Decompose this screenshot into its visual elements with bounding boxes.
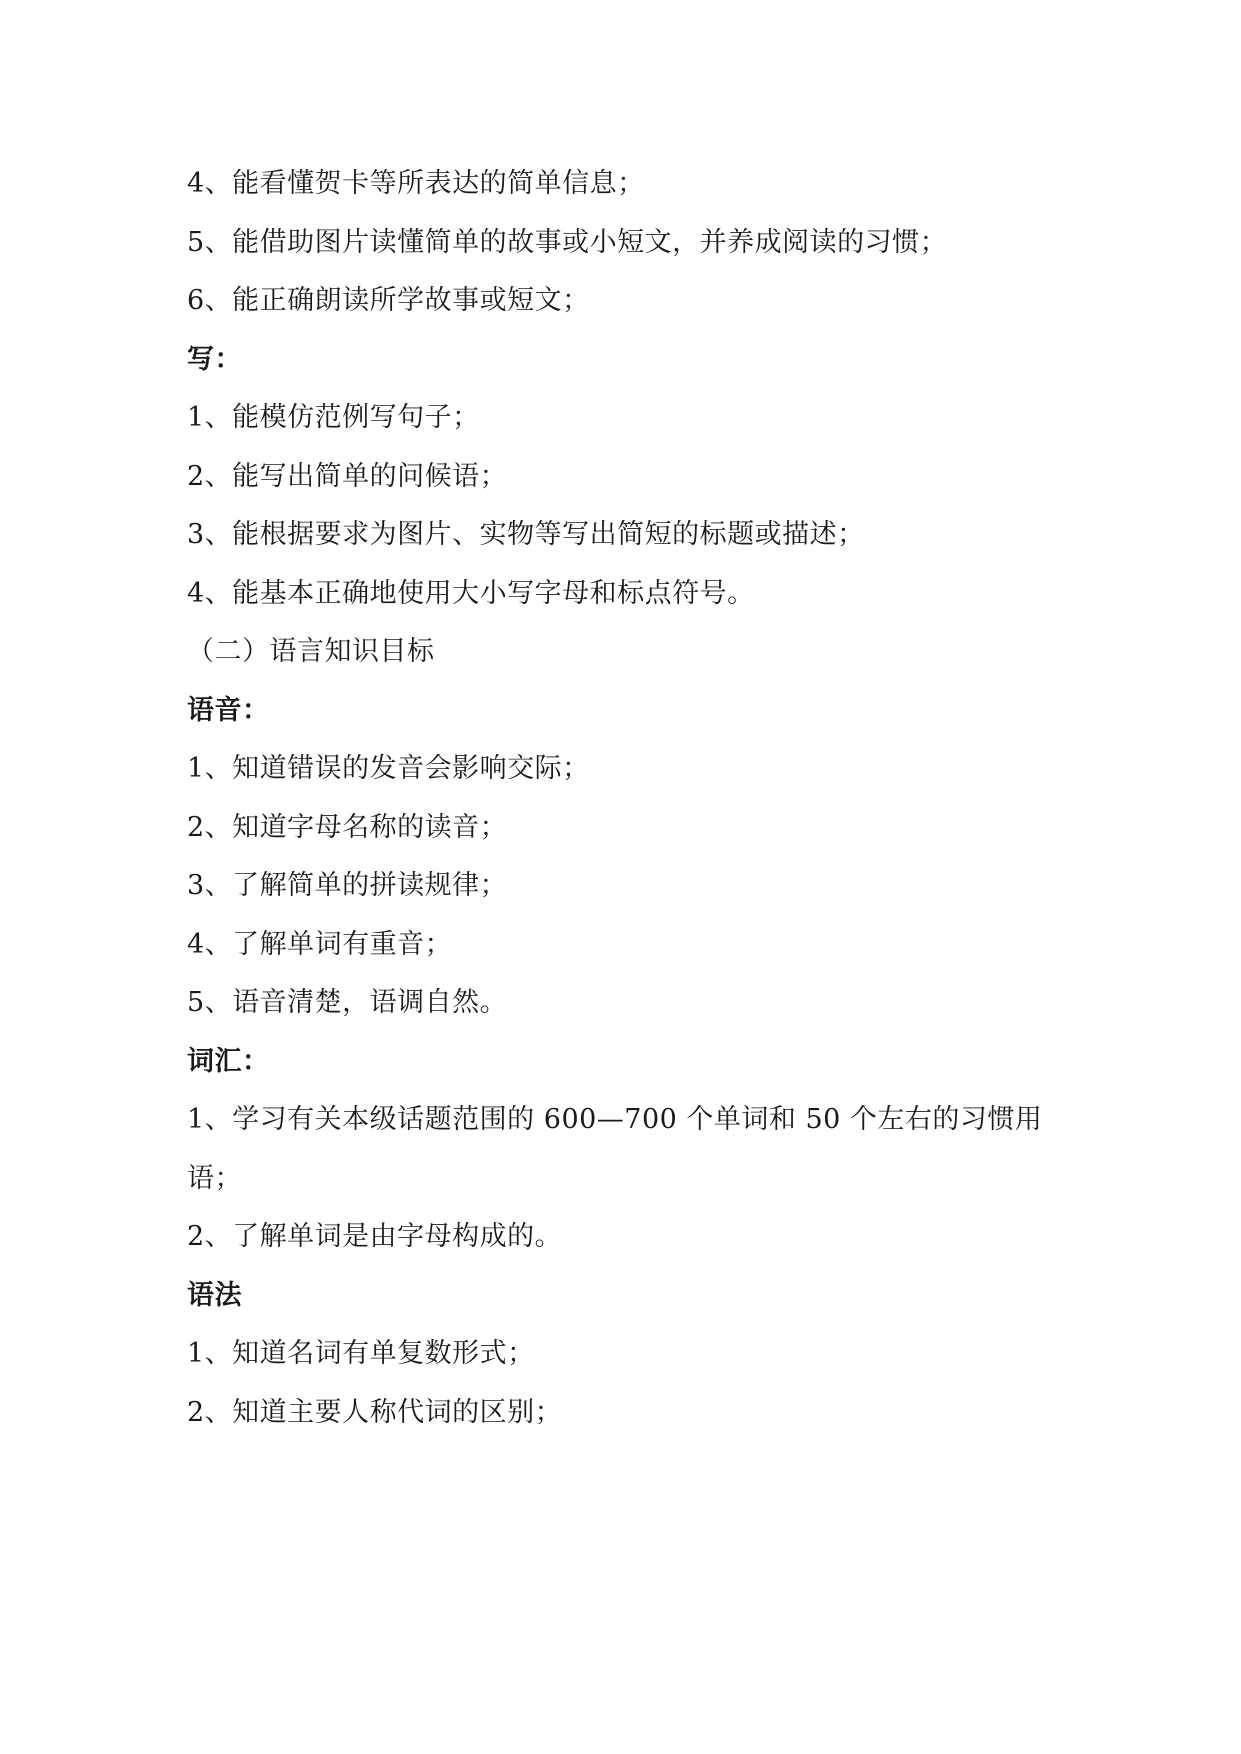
phonetics-item-2: 2、知道字母名称的读音； bbox=[187, 812, 508, 843]
grammar-item-1: 1、知道名词有单复数形式； bbox=[187, 1338, 535, 1369]
writing-item-2: 2、能写出简单的问候语； bbox=[187, 461, 508, 492]
grammar-heading: 语法 bbox=[187, 1280, 242, 1311]
phonetics-item-5: 5、语音清楚，语调自然。 bbox=[187, 987, 508, 1018]
writing-heading: 写： bbox=[187, 344, 242, 375]
language-knowledge-subsection: （二）语言知识目标 bbox=[187, 636, 435, 667]
phonetics-heading: 语音： bbox=[187, 695, 270, 726]
vocabulary-item-1-continued: 语； bbox=[187, 1163, 242, 1194]
reading-item-4: 4、能看懂贺卡等所表达的简单信息； bbox=[187, 168, 645, 199]
vocabulary-item-2: 2、了解单词是由字母构成的。 bbox=[187, 1221, 563, 1252]
writing-item-1: 1、能模仿范例写句子； bbox=[187, 402, 480, 433]
writing-item-3: 3、能根据要求为图片、实物等写出简短的标题或描述； bbox=[187, 519, 865, 550]
reading-item-6: 6、能正确朗读所学故事或短文； bbox=[187, 285, 590, 316]
reading-item-5: 5、能借助图片读懂简单的故事或小短文，并养成阅读的习惯； bbox=[187, 227, 948, 258]
writing-item-4: 4、能基本正确地使用大小写字母和标点符号。 bbox=[187, 578, 755, 609]
grammar-item-2: 2、知道主要人称代词的区别； bbox=[187, 1397, 563, 1428]
phonetics-item-3: 3、了解简单的拼读规律； bbox=[187, 870, 508, 901]
vocabulary-heading: 词汇： bbox=[187, 1046, 270, 1077]
phonetics-item-4: 4、了解单词有重音； bbox=[187, 929, 453, 960]
vocabulary-item-1: 1、学习有关本级话题范围的 600—700 个单词和 50 个左右的习惯用 bbox=[187, 1104, 1043, 1135]
phonetics-item-1: 1、知道错误的发音会影响交际； bbox=[187, 753, 590, 784]
